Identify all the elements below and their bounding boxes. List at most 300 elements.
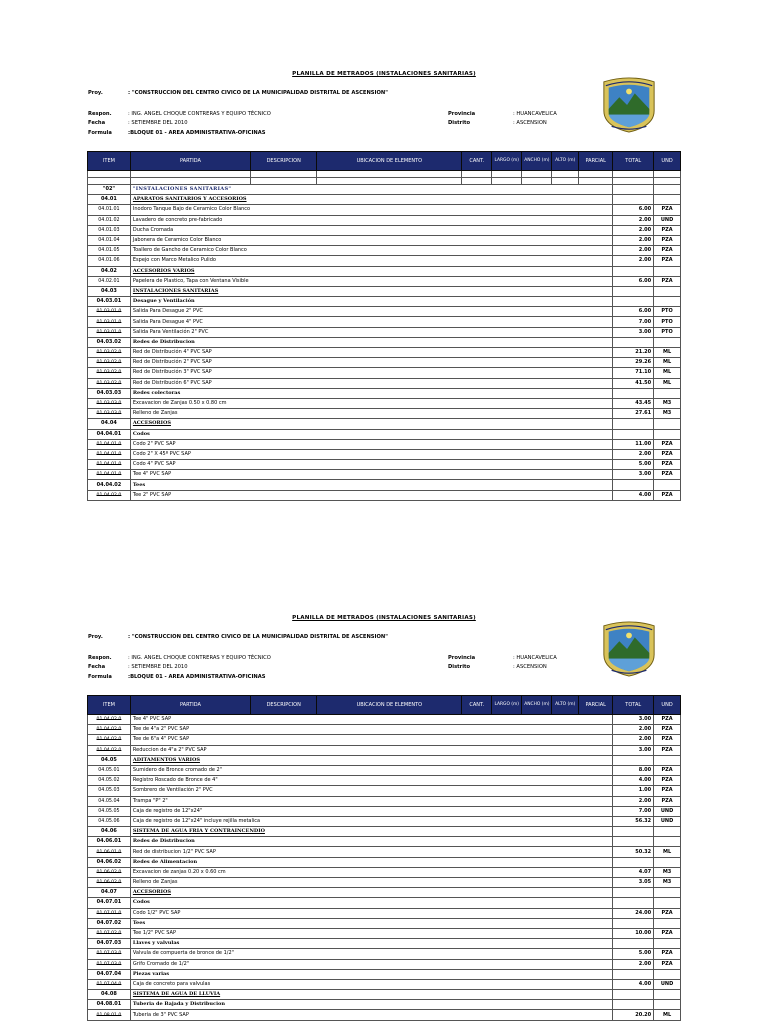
unit-value — [654, 918, 681, 928]
column-header: UND — [654, 696, 681, 715]
total-value: 41.50 — [613, 378, 654, 388]
item-code: 04.03 — [88, 286, 131, 296]
item-code: 04.01.04 — [88, 235, 131, 245]
unit-value — [654, 429, 681, 439]
table-row — [88, 847, 681, 857]
table-row — [88, 959, 681, 969]
unit-value: M3 — [654, 878, 681, 888]
item-code: 04.03.03 — [88, 388, 131, 398]
partida-text: Excavacion de Zanjas 0.50 x 0.80 cm — [130, 398, 612, 408]
distrito-value: : ASCENSION — [513, 664, 547, 670]
item-code: "02" — [88, 185, 131, 195]
table-row — [88, 715, 681, 725]
empty-cell — [462, 171, 492, 178]
table-row — [88, 755, 681, 765]
item-code: 01.03.01.0 — [88, 307, 131, 317]
table-row — [88, 725, 681, 735]
unit-value: PZA — [654, 460, 681, 470]
unit-value: PZA — [654, 235, 681, 245]
partida-text: Tee 4" PVC SAP — [130, 715, 612, 725]
provincia-value: : HUANCAVELICA — [513, 655, 557, 661]
total-value — [613, 888, 654, 898]
table-row — [88, 398, 681, 408]
partida-text: Piezas varias — [130, 969, 612, 979]
column-header: ITEM — [88, 696, 131, 715]
table-row — [88, 327, 681, 337]
total-value: 29.26 — [613, 358, 654, 368]
total-value: 21.20 — [613, 348, 654, 358]
unit-value: PZA — [654, 205, 681, 215]
column-header: ALTO (m) — [552, 152, 579, 171]
item-code: 04.03.01 — [88, 297, 131, 307]
table-row — [88, 490, 681, 500]
table-row — [88, 928, 681, 938]
column-header: ANCHO (m) — [522, 696, 552, 715]
unit-value: PZA — [654, 796, 681, 806]
item-code: 04.06.02 — [88, 857, 131, 867]
empty-cell — [552, 171, 579, 178]
column-header: CANT. — [462, 696, 492, 715]
empty-cell — [462, 178, 492, 185]
unit-value — [654, 419, 681, 429]
partida-text: Red de Distribución 4" PVC SAP — [130, 348, 612, 358]
item-code: 04.07.04 — [88, 969, 131, 979]
total-value — [613, 827, 654, 837]
partida-text: Codos — [130, 429, 612, 439]
table-row — [88, 449, 681, 459]
unit-value: ML — [654, 348, 681, 358]
item-code: 04.01.06 — [88, 256, 131, 266]
table-row — [88, 429, 681, 439]
total-value — [613, 337, 654, 347]
unit-value: PZA — [654, 256, 681, 266]
total-value — [613, 195, 654, 205]
partida-text: Red de Distribución 3" PVC SAP — [130, 368, 612, 378]
item-code: 01.04.02.0 — [88, 745, 131, 755]
empty-cell — [579, 178, 613, 185]
partida-text: Registro Roscado de Bronce de 4" — [130, 776, 612, 786]
metrados-table — [87, 151, 681, 501]
unit-value — [654, 827, 681, 837]
total-value: 2.00 — [613, 449, 654, 459]
total-value: 4.07 — [613, 867, 654, 877]
proy-value: : "CONSTRUCCION DEL CENTRO CIVICO DE LA MUNICIPALIDAD DISTRITAL DE ASCENSION" — [128, 634, 388, 640]
partida-text: Tee 2" PVC SAP — [130, 490, 612, 500]
table-row — [88, 878, 681, 888]
partida-text: Caja de concreto para valvulas — [130, 979, 612, 989]
partida-text: Tee 4" PVC SAP — [130, 470, 612, 480]
item-code: 04.08.01 — [88, 1000, 131, 1010]
total-value: 3.00 — [613, 715, 654, 725]
item-code: 04.05.02 — [88, 776, 131, 786]
table-row — [88, 337, 681, 347]
table-row — [88, 235, 681, 245]
total-value: 2.00 — [613, 959, 654, 969]
partida-text: Codos — [130, 898, 612, 908]
table-row — [88, 735, 681, 745]
partida-text: Toallero de Gancho de Ceramico Color Blanco — [130, 246, 612, 256]
item-code: 01.04.01.0 — [88, 460, 131, 470]
partida-text: Codo 4" PVC SAP — [130, 460, 612, 470]
column-header: UND — [654, 152, 681, 171]
partida-text: Espejo con Marco Metalico Pulido — [130, 256, 612, 266]
item-code: 01.03.02.0 — [88, 348, 131, 358]
partida-text: Jabonera de Ceramico Color Blanco — [130, 235, 612, 245]
total-value — [613, 837, 654, 847]
item-code: 04.01.05 — [88, 246, 131, 256]
partida-text: Tee de 6"a 4" PVC SAP — [130, 735, 612, 745]
item-code: 01.03.03.0 — [88, 398, 131, 408]
table-row — [88, 388, 681, 398]
fecha-value: : SETIEMBRE DEL 2010 — [128, 664, 188, 670]
table-row — [88, 480, 681, 490]
formula-value: :BLOQUE 01 - AREA ADMINISTRATIVA-OFICINAS — [128, 130, 266, 136]
item-code: 01.04.02.0 — [88, 725, 131, 735]
total-value: 1.00 — [613, 786, 654, 796]
respon-label: Respon. — [88, 111, 112, 117]
table-row — [88, 867, 681, 877]
unit-value — [654, 337, 681, 347]
partida-text: Tuberia de Bajada y Distribucion — [130, 1000, 612, 1010]
formula-label: Formula — [88, 130, 112, 136]
item-code: 01.08.01.0 — [88, 1010, 131, 1020]
item-code: 04.08 — [88, 990, 131, 1000]
column-header: TOTAL — [613, 152, 654, 171]
table-row — [88, 745, 681, 755]
total-value — [613, 388, 654, 398]
unit-value — [654, 888, 681, 898]
partida-text: Lavadero de concreto pre-fabricado — [130, 215, 612, 225]
table-row — [88, 806, 681, 816]
total-value: 2.00 — [613, 796, 654, 806]
table-row — [88, 348, 681, 358]
item-code: 01.07.03.0 — [88, 959, 131, 969]
sheet-title: PLANILLA DE METRADOS (INSTALACIONES SANITARIAS) — [292, 71, 476, 77]
partida-text: Inodoro Tanque Bajo de Ceramico Color Blanco — [130, 205, 612, 215]
provincia-label: Provincia — [448, 655, 476, 661]
table-row — [88, 990, 681, 1000]
total-value: 3.00 — [613, 745, 654, 755]
partida-text: ACCESORIOS — [130, 419, 612, 429]
total-value: 4.00 — [613, 490, 654, 500]
total-value: 6.00 — [613, 276, 654, 286]
total-value: 2.00 — [613, 235, 654, 245]
table-row — [88, 256, 681, 266]
total-value: 4.00 — [613, 979, 654, 989]
empty-cell — [654, 171, 681, 178]
unit-value: PTO — [654, 317, 681, 327]
partida-text: Salida Para Ventilación 2" PVC — [130, 327, 612, 337]
distrito-label: Distrito — [448, 664, 471, 670]
total-value: 7.00 — [613, 806, 654, 816]
empty-cell — [579, 171, 613, 178]
column-header: TOTAL — [613, 696, 654, 715]
partida-text: Relleno de Zanjas — [130, 409, 612, 419]
partida-text: Caja de registro de 12"x24" — [130, 806, 612, 816]
unit-value: ML — [654, 1010, 681, 1020]
unit-value — [654, 286, 681, 296]
unit-value: PZA — [654, 225, 681, 235]
item-code: 04.05 — [88, 755, 131, 765]
total-value — [613, 266, 654, 276]
total-value — [613, 480, 654, 490]
item-code: 04.07.02 — [88, 918, 131, 928]
total-value: 3.05 — [613, 878, 654, 888]
partida-text: Caja de registro de 12"x24" incluye rejilla metalica — [130, 816, 612, 826]
item-code: 01.07.02.0 — [88, 928, 131, 938]
table-row — [88, 796, 681, 806]
item-code: 01.03.02.0 — [88, 378, 131, 388]
empty-cell — [317, 171, 462, 178]
total-value — [613, 297, 654, 307]
table-row — [88, 979, 681, 989]
unit-value — [654, 969, 681, 979]
item-code: 01.03.02.0 — [88, 368, 131, 378]
table-row — [88, 307, 681, 317]
partida-text: Redes de Distribucion — [130, 837, 612, 847]
partida-text: ACCESORIOS — [130, 888, 612, 898]
table-row — [88, 195, 681, 205]
table-row — [88, 215, 681, 225]
column-header: PARCIAL — [579, 152, 613, 171]
fecha-label: Fecha — [88, 120, 106, 126]
empty-cell — [88, 171, 131, 178]
total-value: 5.00 — [613, 949, 654, 959]
item-code: 01.04.02.0 — [88, 715, 131, 725]
unit-value — [654, 939, 681, 949]
unit-value — [654, 990, 681, 1000]
total-value: 8.00 — [613, 765, 654, 775]
unit-value: PZA — [654, 765, 681, 775]
table-row — [88, 776, 681, 786]
item-code: 01.06.02.0 — [88, 878, 131, 888]
item-code: 04.01.02 — [88, 215, 131, 225]
item-code: 04.01 — [88, 195, 131, 205]
item-code: 04.05.05 — [88, 806, 131, 816]
unit-value — [654, 185, 681, 195]
total-value — [613, 429, 654, 439]
proy-label: Proy. — [88, 634, 103, 640]
partida-text: Tuberia de 3" PVC SAP — [130, 1010, 612, 1020]
unit-value — [654, 837, 681, 847]
partida-text: Relleno de Zanjas — [130, 878, 612, 888]
table-row — [88, 1010, 681, 1020]
partida-text: INSTALACIONES SANITARIAS — [130, 286, 612, 296]
unit-value: UND — [654, 816, 681, 826]
total-value — [613, 1000, 654, 1010]
unit-value: UND — [654, 979, 681, 989]
total-value: 71.10 — [613, 368, 654, 378]
unit-value: UND — [654, 215, 681, 225]
total-value — [613, 898, 654, 908]
table-row — [88, 816, 681, 826]
table-row — [88, 837, 681, 847]
sheet-title: PLANILLA DE METRADOS (INSTALACIONES SANITARIAS) — [292, 615, 476, 621]
item-code: 04.04 — [88, 419, 131, 429]
unit-value: ML — [654, 378, 681, 388]
partida-text: Sombrero de Ventilación 2" PVC — [130, 786, 612, 796]
item-code: 01.03.02.0 — [88, 358, 131, 368]
table-row — [88, 378, 681, 388]
item-code: 01.04.02.0 — [88, 735, 131, 745]
table-row — [88, 409, 681, 419]
total-value: 3.00 — [613, 470, 654, 480]
total-value — [613, 857, 654, 867]
partida-text: Red de distribucion 1/2" PVC SAP — [130, 847, 612, 857]
item-code: 01.04.01.0 — [88, 449, 131, 459]
table-row — [88, 918, 681, 928]
table-row — [88, 949, 681, 959]
partida-text: Sumidero de Bronce cromado de 2" — [130, 765, 612, 775]
table-row — [88, 969, 681, 979]
column-header: PARTIDA — [130, 696, 250, 715]
column-header: ITEM — [88, 152, 131, 171]
total-value — [613, 755, 654, 765]
total-value: 6.00 — [613, 307, 654, 317]
total-value — [613, 918, 654, 928]
respon-value: : ING. ANGEL CHOQUE CONTRERAS Y EQUIPO TÉCNICO — [128, 655, 271, 661]
item-code: 01.03.01.0 — [88, 317, 131, 327]
empty-cell — [317, 178, 462, 185]
partida-text: Codo 2" PVC SAP — [130, 439, 612, 449]
partida-text: Tee 1/2" PVC SAP — [130, 928, 612, 938]
provincia-label: Provincia — [448, 111, 476, 117]
provincia-value: : HUANCAVELICA — [513, 111, 557, 117]
total-value — [613, 286, 654, 296]
total-value: 7.00 — [613, 317, 654, 327]
partida-text: Desague y Ventilación — [130, 297, 612, 307]
table-row — [88, 368, 681, 378]
table-row — [88, 439, 681, 449]
empty-cell — [613, 171, 654, 178]
unit-value: PZA — [654, 490, 681, 500]
item-code: 01.03.03.0 — [88, 409, 131, 419]
total-value: 10.00 — [613, 928, 654, 938]
unit-value — [654, 266, 681, 276]
total-value — [613, 969, 654, 979]
empty-cell — [250, 178, 316, 185]
unit-value: PZA — [654, 725, 681, 735]
unit-value: PTO — [654, 327, 681, 337]
unit-value: PZA — [654, 776, 681, 786]
unit-value: PZA — [654, 276, 681, 286]
item-code: 04.05.06 — [88, 816, 131, 826]
unit-value: M3 — [654, 398, 681, 408]
unit-value: PZA — [654, 949, 681, 959]
column-header: DESCRIPCION — [250, 696, 316, 715]
partida-text: "INSTALACIONES SANITARIAS" — [130, 185, 612, 195]
spacer-row — [88, 178, 681, 185]
total-value: 2.00 — [613, 735, 654, 745]
partida-text: Tees — [130, 480, 612, 490]
unit-value — [654, 755, 681, 765]
item-code: 01.07.03.0 — [88, 949, 131, 959]
table-row — [88, 898, 681, 908]
column-header: ANCHO (m) — [522, 152, 552, 171]
partida-text: Red de Distribución 2" PVC SAP — [130, 358, 612, 368]
table-row — [88, 246, 681, 256]
distrito-value: : ASCENSION — [513, 120, 547, 126]
unit-value: PZA — [654, 928, 681, 938]
total-value: 27.61 — [613, 409, 654, 419]
item-code: 04.04.02 — [88, 480, 131, 490]
partida-text: Trampa "P" 2" — [130, 796, 612, 806]
column-header: ALTO (m) — [552, 696, 579, 715]
unit-value: PZA — [654, 959, 681, 969]
partida-text: ACCESORIOS VARIOS — [130, 266, 612, 276]
item-code: 04.02.01 — [88, 276, 131, 286]
total-value: 50.32 — [613, 847, 654, 857]
spacer-row — [88, 171, 681, 178]
table-row — [88, 765, 681, 775]
total-value: 43.45 — [613, 398, 654, 408]
total-value: 24.00 — [613, 908, 654, 918]
item-code: 04.01.01 — [88, 205, 131, 215]
partida-text: Valvula de compuerta de bronce de 1/2" — [130, 949, 612, 959]
item-code: 04.05.03 — [88, 786, 131, 796]
table-header-row — [88, 152, 681, 171]
empty-cell — [130, 171, 250, 178]
unit-value: PZA — [654, 715, 681, 725]
table-row — [88, 939, 681, 949]
item-code: 01.04.02.0 — [88, 490, 131, 500]
proy-value: : "CONSTRUCCION DEL CENTRO CIVICO DE LA MUNICIPALIDAD DISTRITAL DE ASCENSION" — [128, 90, 388, 96]
item-code: 01.07.01.0 — [88, 908, 131, 918]
column-header: PARTIDA — [130, 152, 250, 171]
empty-cell — [492, 171, 522, 178]
total-value: 56.32 — [613, 816, 654, 826]
unit-value: PZA — [654, 246, 681, 256]
column-header: CANT. — [462, 152, 492, 171]
table-row — [88, 786, 681, 796]
total-value: 11.00 — [613, 439, 654, 449]
unit-value — [654, 898, 681, 908]
item-code: 04.05.04 — [88, 796, 131, 806]
total-value: 6.00 — [613, 205, 654, 215]
unit-value — [654, 480, 681, 490]
item-code: 04.07.01 — [88, 898, 131, 908]
empty-cell — [250, 171, 316, 178]
partida-text: Red de Distribución 6" PVC SAP — [130, 378, 612, 388]
partida-text: Redes colectoras — [130, 388, 612, 398]
unit-value: PZA — [654, 449, 681, 459]
total-value — [613, 939, 654, 949]
table-row — [88, 297, 681, 307]
table-row — [88, 470, 681, 480]
table-row — [88, 827, 681, 837]
empty-cell — [522, 178, 552, 185]
table-row — [88, 908, 681, 918]
unit-value: PZA — [654, 786, 681, 796]
unit-value: PTO — [654, 307, 681, 317]
partida-text: Excavacion de zanjas 0.20 x 0.60 cm — [130, 867, 612, 877]
partida-text: Codo 2" X 45º PVC SAP — [130, 449, 612, 459]
unit-value: PZA — [654, 470, 681, 480]
item-code: 01.06.02.0 — [88, 867, 131, 877]
column-header: LARGO (m) — [492, 152, 522, 171]
partida-text: Papelera de Plastico, Tapa con Ventana Visible — [130, 276, 612, 286]
unit-value: M3 — [654, 867, 681, 877]
column-header: PARCIAL — [579, 696, 613, 715]
table-row — [88, 857, 681, 867]
partida-text: Salida Para Desague 2" PVC — [130, 307, 612, 317]
item-code: 01.07.04.0 — [88, 979, 131, 989]
item-code: 04.07.03 — [88, 939, 131, 949]
total-value: 2.00 — [613, 725, 654, 735]
empty-cell — [654, 178, 681, 185]
empty-cell — [88, 178, 131, 185]
total-value: 2.00 — [613, 225, 654, 235]
